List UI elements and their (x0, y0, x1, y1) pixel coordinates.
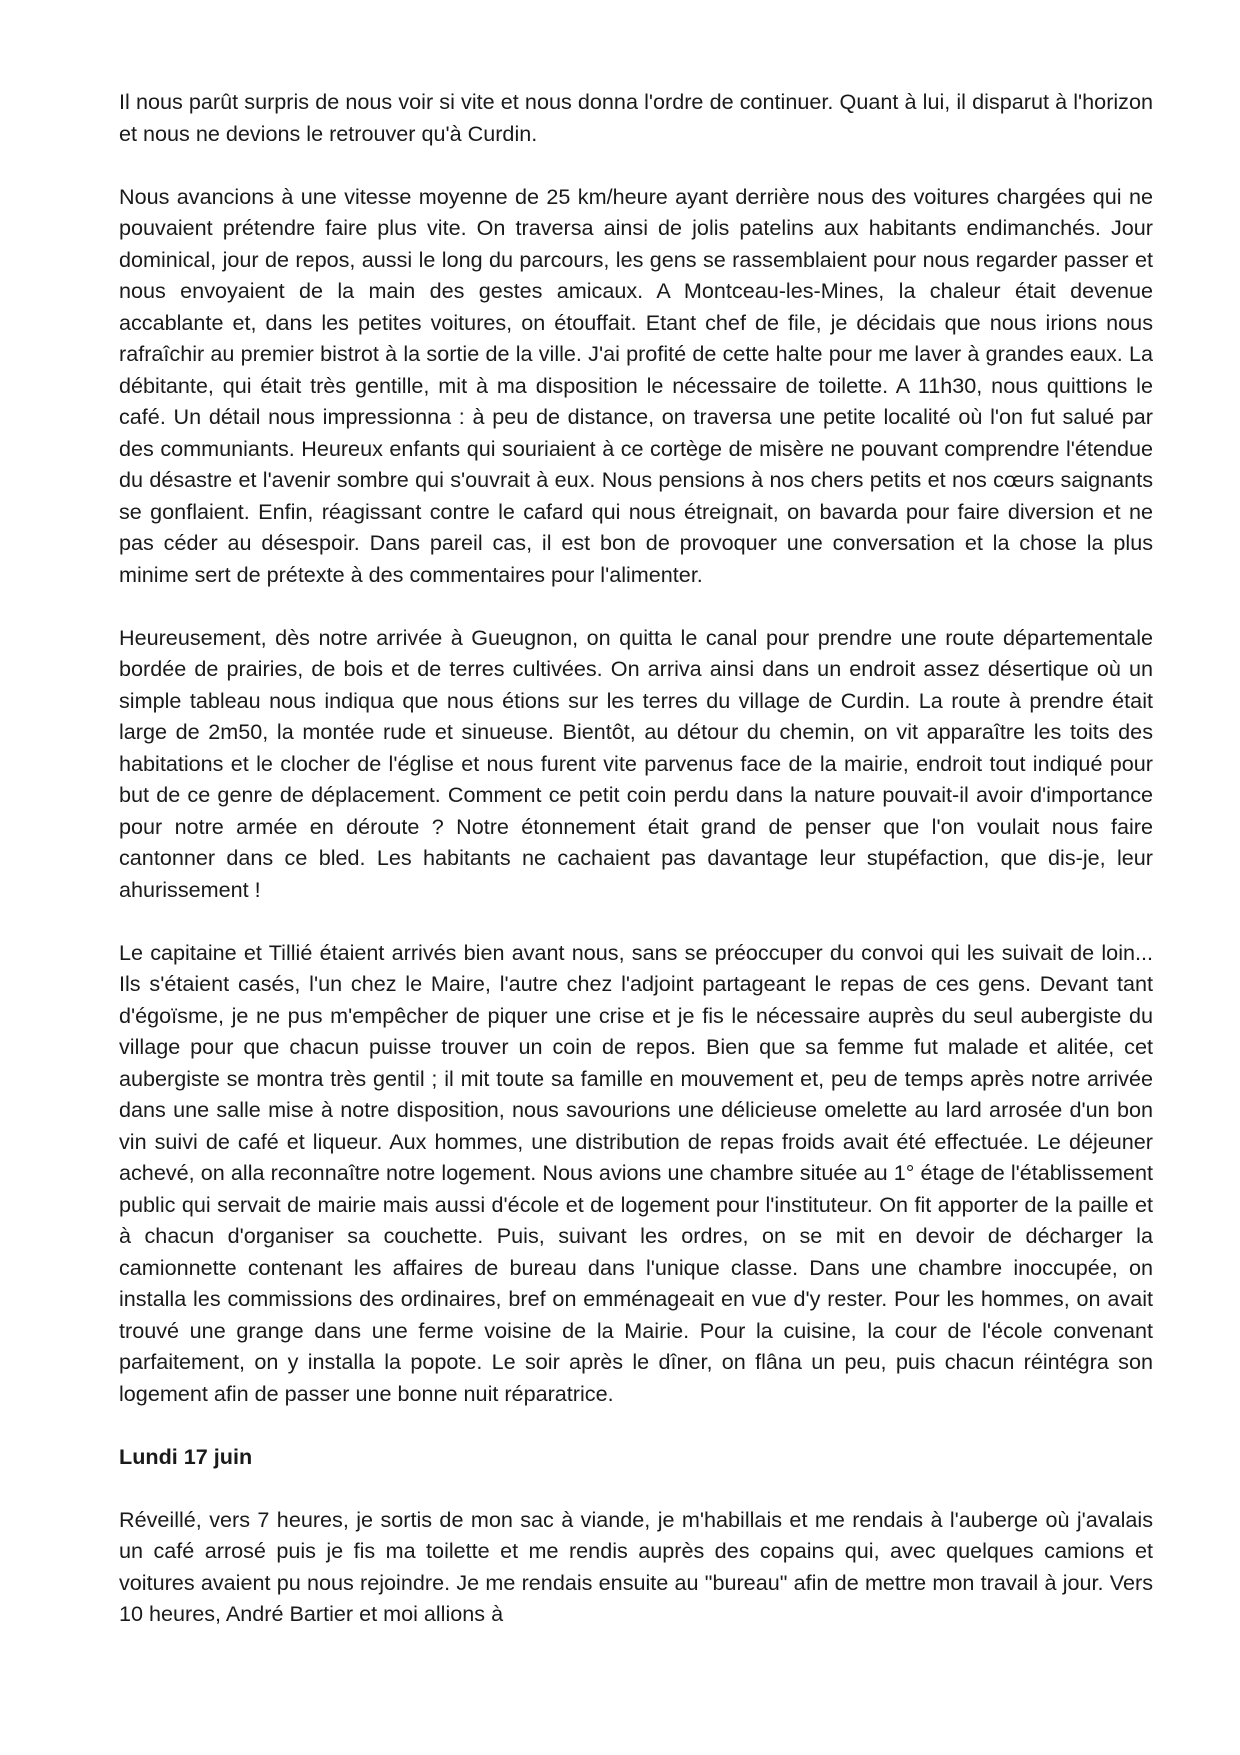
paragraph: Le capitaine et Tillié étaient arrivés bien avant nous, sans se préoccuper du convoi qui les suivait de loin... Ils s'étaient casés, l'un chez le Maire, l'autre chez l'adjoint partageant le repas de ces gens. Devant tant d'égoïsme, je ne pus m'empêcher de piquer une crise et je fis le nécessaire auprès du seul aubergiste du village pour que chacun puisse trouver un coin de repos. Bien que sa femme fut malade et alitée, cet aubergiste se montra très gentil ; il mit toute sa famille en mouvement et, peu de temps après notre arrivée dans une salle mise à notre disposition, nous savourions une délicieuse omelette au lard arrosée d'un bon vin suivi de café et liqueur. Aux hommes, une distribution de repas froids avait été effectuée. Le déjeuner achevé, on alla reconnaître notre logement. Nous avions une chambre située au 1° étage de l'établissement public qui servait de mairie mais aussi d'école et de logement pour l'instituteur. On fit apporter de la paille et à chacun d'organiser sa couchette. Puis, suivant les ordres, on se mit en devoir de décharger la camionnette contenant les affaires de bureau dans l'unique classe. Dans une chambre inoccupée, on installa les commissions des ordinaires, bref on emménageait en vue d'y rester. Pour les hommes, on avait trouvé une grange dans une ferme voisine de la Mairie. Pour la cuisine, la cour de l'école convenant parfaitement, on y installa la popote. Le soir après le dîner, on flâna un peu, puis chacun réintégra son logement afin de passer une bonne nuit réparatrice. (119, 939, 1153, 1406)
section-heading: Lundi 17 juin (119, 1443, 253, 1469)
paragraph: Il nous parût surpris de nous voir si vite et nous donna l'ordre de continuer. Quant à lui, il disparut à l'horizon et nous ne devions le retrouver qu'à Curdin. (119, 89, 1153, 146)
document-page (119, 86, 1153, 1661)
paragraph: Réveillé, vers 7 heures, je sortis de mon sac à viande, je m'habillais et me rendais à l'auberge où j'avalais un café arrosé puis je fis ma toilette et me rendis auprès des copains qui, avec quelques camions et voitures avaient pu nous rejoindre. Je me rendais ensuite au "bureau" afin de mettre mon travail à jour. Vers 10 heures, André Bartier et moi allions à (119, 1506, 1153, 1626)
paragraph: Nous avancions à une vitesse moyenne de 25 km/heure ayant derrière nous des voitures chargées qui ne pouvaient prétendre faire plus vite. On traversa ainsi de jolis patelins aux habitants endimanchés. Jour dominical, jour de repos, aussi le long du parcours, les gens se rassemblaient pour nous regarder passer et nous envoyaient de la main des gestes amicaux. A Montceau-les-Mines, la chaleur était devenue accablante et, dans les petites voitures, on étouffait. Etant chef de file, je décidais que nous irions nous rafraîchir au premier bistrot à la sortie de la ville. J'ai profité de cette halte pour me laver à grandes eaux. La débitante, qui était très gentille, mit à ma disposition le nécessaire de toilette. A 11h30, nous quittions le café. Un détail nous impressionna : à peu de distance, on traversa une petite localité où l'on fut salué par des communiants. Heureux enfants qui souriaient à ce cortège de misère ne pouvant comprendre l'étendue du désastre et l'avenir sombre qui s'ouvrait à eux. Nous pensions à nos chers petits et nos cœurs saignants se gonflaient. Enfin, réagissant contre le cafard qui nous étreignait, on bavarda pour faire diversion et ne pas céder au désespoir. Dans pareil cas, il est bon de provoquer une conversation et la chose la plus minime sert de prétexte à des commentaires pour l'alimenter. (119, 183, 1153, 587)
paragraph: Heureusement, dès notre arrivée à Gueugnon, on quitta le canal pour prendre une route départementale bordée de prairies, de bois et de terres cultivées. On arriva ainsi dans un endroit assez désertique où un simple tableau nous indiqua que nous étions sur les terres du village de Curdin. La route à prendre était large de 2m50, la montée rude et sinueuse. Bientôt, au détour du chemin, on vit apparaître les toits des habitations et le clocher de l'église et nous furent vite parvenus face de la mairie, endroit tout indiqué pour but de ce genre de déplacement. Comment ce petit coin perdu dans la nature pouvait-il avoir d'importance pour notre armée en déroute ? Notre étonnement était grand de penser que l'on voulait nous faire cantonner dans ce bled. Les habitants ne cachaient pas davantage leur stupéfaction, que dis-je, leur ahurissement ! (119, 624, 1153, 902)
